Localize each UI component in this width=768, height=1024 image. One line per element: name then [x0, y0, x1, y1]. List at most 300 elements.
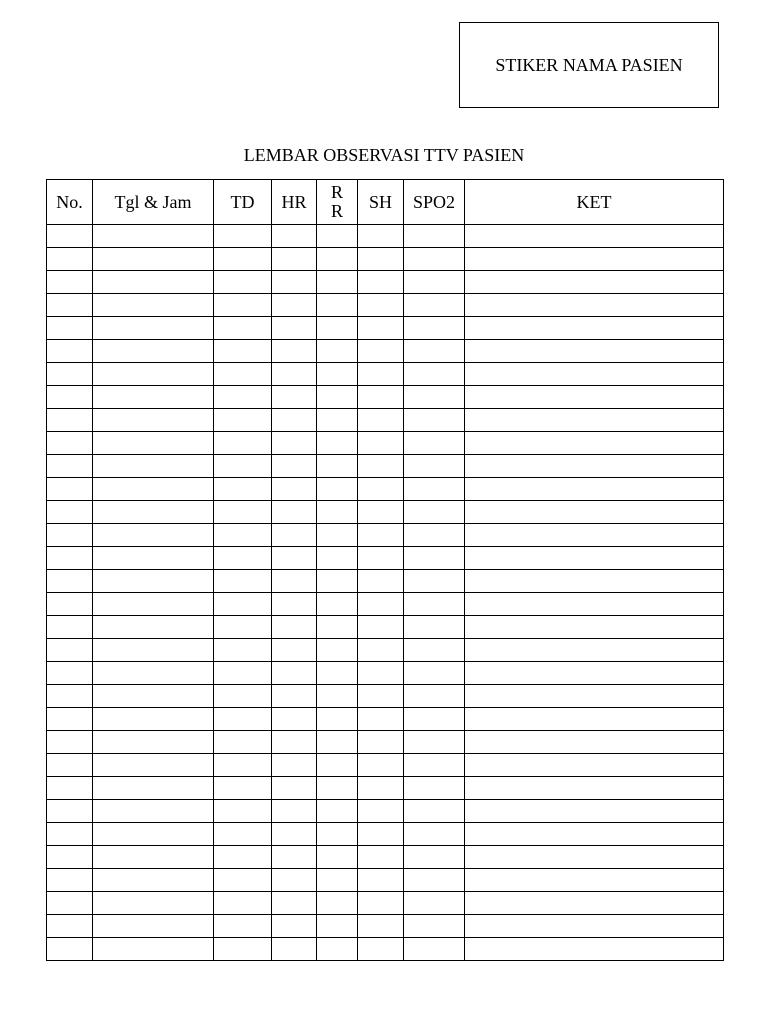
cell-td[interactable] — [214, 432, 272, 455]
cell-ket[interactable] — [465, 386, 724, 409]
cell-no[interactable] — [47, 846, 93, 869]
cell-rr[interactable] — [317, 823, 358, 846]
cell-spo2[interactable] — [404, 800, 465, 823]
cell-date-time[interactable] — [93, 570, 214, 593]
cell-rr[interactable] — [317, 432, 358, 455]
table-row — [47, 524, 724, 547]
cell-date-time[interactable] — [93, 639, 214, 662]
cell-sh[interactable] — [358, 271, 404, 294]
cell-hr[interactable] — [272, 524, 317, 547]
table-row — [47, 317, 724, 340]
header-sh: SH — [358, 180, 404, 225]
table-row — [47, 938, 724, 961]
cell-rr[interactable] — [317, 685, 358, 708]
cell-date-time[interactable] — [93, 455, 214, 478]
cell-td[interactable] — [214, 225, 272, 248]
cell-no[interactable] — [47, 892, 93, 915]
cell-td[interactable] — [214, 386, 272, 409]
header-td: TD — [214, 180, 272, 225]
cell-no[interactable] — [47, 869, 93, 892]
cell-spo2[interactable] — [404, 823, 465, 846]
cell-td[interactable] — [214, 938, 272, 961]
cell-ket[interactable] — [465, 432, 724, 455]
cell-sh[interactable] — [358, 869, 404, 892]
cell-hr[interactable] — [272, 570, 317, 593]
cell-sh[interactable] — [358, 524, 404, 547]
cell-no[interactable] — [47, 501, 93, 524]
cell-td[interactable] — [214, 248, 272, 271]
cell-date-time[interactable] — [93, 823, 214, 846]
table-row — [47, 570, 724, 593]
cell-no[interactable] — [47, 409, 93, 432]
cell-no[interactable] — [47, 731, 93, 754]
cell-sh[interactable] — [358, 455, 404, 478]
cell-no[interactable] — [47, 294, 93, 317]
cell-td[interactable] — [214, 524, 272, 547]
cell-rr[interactable] — [317, 662, 358, 685]
cell-ket[interactable] — [465, 616, 724, 639]
cell-rr[interactable] — [317, 478, 358, 501]
cell-ket[interactable] — [465, 777, 724, 800]
cell-sh[interactable] — [358, 225, 404, 248]
cell-date-time[interactable] — [93, 708, 214, 731]
cell-no[interactable] — [47, 524, 93, 547]
cell-rr[interactable] — [317, 616, 358, 639]
cell-ket[interactable] — [465, 340, 724, 363]
cell-spo2[interactable] — [404, 892, 465, 915]
cell-hr[interactable] — [272, 317, 317, 340]
cell-ket[interactable] — [465, 570, 724, 593]
cell-no[interactable] — [47, 271, 93, 294]
cell-sh[interactable] — [358, 248, 404, 271]
cell-hr[interactable] — [272, 708, 317, 731]
cell-date-time[interactable] — [93, 363, 214, 386]
cell-rr[interactable] — [317, 938, 358, 961]
cell-hr[interactable] — [272, 639, 317, 662]
cell-td[interactable] — [214, 271, 272, 294]
cell-spo2[interactable] — [404, 524, 465, 547]
table-row — [47, 846, 724, 869]
cell-ket[interactable] — [465, 455, 724, 478]
cell-hr[interactable] — [272, 915, 317, 938]
cell-td[interactable] — [214, 547, 272, 570]
cell-ket[interactable] — [465, 409, 724, 432]
cell-spo2[interactable] — [404, 317, 465, 340]
cell-spo2[interactable] — [404, 409, 465, 432]
cell-rr[interactable] — [317, 570, 358, 593]
cell-date-time[interactable] — [93, 869, 214, 892]
cell-date-time[interactable] — [93, 501, 214, 524]
cell-td[interactable] — [214, 616, 272, 639]
form-title: LEMBAR OBSERVASI TTV PASIEN — [243, 145, 525, 165]
cell-hr[interactable] — [272, 892, 317, 915]
cell-td[interactable] — [214, 662, 272, 685]
cell-date-time[interactable] — [93, 892, 214, 915]
cell-date-time[interactable] — [93, 340, 214, 363]
cell-no[interactable] — [47, 593, 93, 616]
cell-td[interactable] — [214, 708, 272, 731]
cell-sh[interactable] — [358, 915, 404, 938]
cell-no[interactable] — [47, 662, 93, 685]
cell-sh[interactable] — [358, 547, 404, 570]
cell-spo2[interactable] — [404, 478, 465, 501]
cell-spo2[interactable] — [404, 386, 465, 409]
header-date-time: Tgl & Jam — [93, 180, 214, 225]
cell-spo2[interactable] — [404, 363, 465, 386]
cell-spo2[interactable] — [404, 754, 465, 777]
patient-name-sticker-box — [459, 22, 719, 108]
cell-spo2[interactable] — [404, 616, 465, 639]
cell-spo2[interactable] — [404, 271, 465, 294]
observation-table — [46, 179, 724, 961]
cell-spo2[interactable] — [404, 248, 465, 271]
cell-hr[interactable] — [272, 478, 317, 501]
cell-ket[interactable] — [465, 915, 724, 938]
table-row — [47, 248, 724, 271]
cell-rr[interactable] — [317, 800, 358, 823]
table-row — [47, 225, 724, 248]
cell-rr[interactable] — [317, 386, 358, 409]
cell-sh[interactable] — [358, 616, 404, 639]
cell-ket[interactable] — [465, 685, 724, 708]
cell-no[interactable] — [47, 547, 93, 570]
cell-hr[interactable] — [272, 340, 317, 363]
cell-date-time[interactable] — [93, 800, 214, 823]
cell-spo2[interactable] — [404, 915, 465, 938]
cell-spo2[interactable] — [404, 593, 465, 616]
table-row — [47, 386, 724, 409]
cell-date-time[interactable] — [93, 938, 214, 961]
cell-rr[interactable] — [317, 363, 358, 386]
cell-no[interactable] — [47, 248, 93, 271]
cell-sh[interactable] — [358, 777, 404, 800]
cell-td[interactable] — [214, 409, 272, 432]
cell-td[interactable] — [214, 869, 272, 892]
table-row — [47, 593, 724, 616]
cell-hr[interactable] — [272, 800, 317, 823]
cell-sh[interactable] — [358, 593, 404, 616]
cell-date-time[interactable] — [93, 547, 214, 570]
cell-spo2[interactable] — [404, 547, 465, 570]
cell-ket[interactable] — [465, 938, 724, 961]
cell-td[interactable] — [214, 915, 272, 938]
cell-no[interactable] — [47, 478, 93, 501]
cell-ket[interactable] — [465, 294, 724, 317]
cell-no[interactable] — [47, 455, 93, 478]
cell-td[interactable] — [214, 892, 272, 915]
cell-no[interactable] — [47, 708, 93, 731]
cell-rr[interactable] — [317, 593, 358, 616]
table-row — [47, 869, 724, 892]
cell-date-time[interactable] — [93, 685, 214, 708]
cell-hr[interactable] — [272, 248, 317, 271]
cell-td[interactable] — [214, 478, 272, 501]
table-row — [47, 547, 724, 570]
cell-sh[interactable] — [358, 754, 404, 777]
cell-hr[interactable] — [272, 823, 317, 846]
cell-spo2[interactable] — [404, 432, 465, 455]
cell-td[interactable] — [214, 363, 272, 386]
cell-td[interactable] — [214, 570, 272, 593]
cell-td[interactable] — [214, 340, 272, 363]
cell-sh[interactable] — [358, 501, 404, 524]
cell-no[interactable] — [47, 800, 93, 823]
cell-ket[interactable] — [465, 478, 724, 501]
table-row — [47, 800, 724, 823]
cell-sh[interactable] — [358, 662, 404, 685]
cell-rr[interactable] — [317, 294, 358, 317]
cell-spo2[interactable] — [404, 501, 465, 524]
header-spo2: SPO2 — [404, 180, 465, 225]
cell-spo2[interactable] — [404, 639, 465, 662]
cell-sh[interactable] — [358, 432, 404, 455]
cell-date-time[interactable] — [93, 524, 214, 547]
table-row — [47, 478, 724, 501]
cell-date-time[interactable] — [93, 915, 214, 938]
cell-rr[interactable] — [317, 777, 358, 800]
table-row — [47, 432, 724, 455]
cell-no[interactable] — [47, 938, 93, 961]
cell-td[interactable] — [214, 823, 272, 846]
cell-td[interactable] — [214, 294, 272, 317]
cell-hr[interactable] — [272, 409, 317, 432]
cell-rr[interactable] — [317, 639, 358, 662]
cell-date-time[interactable] — [93, 225, 214, 248]
cell-date-time[interactable] — [93, 478, 214, 501]
cell-rr[interactable] — [317, 317, 358, 340]
cell-sh[interactable] — [358, 892, 404, 915]
cell-hr[interactable] — [272, 593, 317, 616]
cell-spo2[interactable] — [404, 685, 465, 708]
cell-td[interactable] — [214, 593, 272, 616]
cell-no[interactable] — [47, 685, 93, 708]
cell-rr[interactable] — [317, 340, 358, 363]
cell-no[interactable] — [47, 915, 93, 938]
cell-date-time[interactable] — [93, 846, 214, 869]
table-row — [47, 340, 724, 363]
table-row — [47, 777, 724, 800]
cell-hr[interactable] — [272, 225, 317, 248]
cell-rr[interactable] — [317, 754, 358, 777]
cell-ket[interactable] — [465, 225, 724, 248]
cell-rr[interactable] — [317, 225, 358, 248]
header-rr: R R — [317, 180, 358, 225]
cell-hr[interactable] — [272, 616, 317, 639]
cell-hr[interactable] — [272, 501, 317, 524]
cell-spo2[interactable] — [404, 708, 465, 731]
cell-date-time[interactable] — [93, 294, 214, 317]
table-row — [47, 731, 724, 754]
cell-spo2[interactable] — [404, 846, 465, 869]
table-row — [47, 501, 724, 524]
cell-date-time[interactable] — [93, 777, 214, 800]
cell-hr[interactable] — [272, 777, 317, 800]
cell-sh[interactable] — [358, 478, 404, 501]
cell-spo2[interactable] — [404, 570, 465, 593]
cell-sh[interactable] — [358, 685, 404, 708]
cell-hr[interactable] — [272, 547, 317, 570]
cell-hr[interactable] — [272, 754, 317, 777]
cell-rr[interactable] — [317, 409, 358, 432]
cell-td[interactable] — [214, 846, 272, 869]
cell-rr[interactable] — [317, 501, 358, 524]
cell-spo2[interactable] — [404, 340, 465, 363]
cell-ket[interactable] — [465, 662, 724, 685]
cell-no[interactable] — [47, 386, 93, 409]
table-header-row — [47, 180, 724, 225]
cell-td[interactable] — [214, 685, 272, 708]
cell-date-time[interactable] — [93, 662, 214, 685]
cell-no[interactable] — [47, 570, 93, 593]
header-hr: HR — [272, 180, 317, 225]
cell-sh[interactable] — [358, 409, 404, 432]
cell-hr[interactable] — [272, 685, 317, 708]
cell-hr[interactable] — [272, 662, 317, 685]
cell-ket[interactable] — [465, 754, 724, 777]
cell-no[interactable] — [47, 616, 93, 639]
cell-hr[interactable] — [272, 271, 317, 294]
cell-ket[interactable] — [465, 317, 724, 340]
table-row — [47, 616, 724, 639]
cell-rr[interactable] — [317, 524, 358, 547]
cell-ket[interactable] — [465, 869, 724, 892]
cell-rr[interactable] — [317, 915, 358, 938]
cell-td[interactable] — [214, 501, 272, 524]
table-row — [47, 409, 724, 432]
cell-hr[interactable] — [272, 938, 317, 961]
cell-rr[interactable] — [317, 892, 358, 915]
cell-sh[interactable] — [358, 731, 404, 754]
cell-td[interactable] — [214, 317, 272, 340]
cell-spo2[interactable] — [404, 294, 465, 317]
cell-sh[interactable] — [358, 570, 404, 593]
table-row — [47, 823, 724, 846]
sticker-label: STIKER NAMA PASIEN — [495, 54, 683, 75]
cell-sh[interactable] — [358, 708, 404, 731]
cell-ket[interactable] — [465, 524, 724, 547]
table-row — [47, 363, 724, 386]
table-row — [47, 455, 724, 478]
cell-date-time[interactable] — [93, 731, 214, 754]
table-row — [47, 639, 724, 662]
cell-rr[interactable] — [317, 248, 358, 271]
cell-ket[interactable] — [465, 248, 724, 271]
cell-hr[interactable] — [272, 386, 317, 409]
cell-sh[interactable] — [358, 639, 404, 662]
cell-spo2[interactable] — [404, 731, 465, 754]
cell-ket[interactable] — [465, 639, 724, 662]
cell-spo2[interactable] — [404, 938, 465, 961]
cell-hr[interactable] — [272, 869, 317, 892]
cell-hr[interactable] — [272, 846, 317, 869]
cell-rr[interactable] — [317, 846, 358, 869]
cell-date-time[interactable] — [93, 754, 214, 777]
cell-no[interactable] — [47, 340, 93, 363]
cell-rr[interactable] — [317, 708, 358, 731]
cell-td[interactable] — [214, 777, 272, 800]
cell-date-time[interactable] — [93, 317, 214, 340]
cell-spo2[interactable] — [404, 225, 465, 248]
cell-ket[interactable] — [465, 892, 724, 915]
cell-hr[interactable] — [272, 455, 317, 478]
cell-td[interactable] — [214, 455, 272, 478]
cell-no[interactable] — [47, 823, 93, 846]
cell-ket[interactable] — [465, 363, 724, 386]
cell-date-time[interactable] — [93, 616, 214, 639]
cell-date-time[interactable] — [93, 409, 214, 432]
cell-sh[interactable] — [358, 363, 404, 386]
cell-ket[interactable] — [465, 846, 724, 869]
table-row — [47, 915, 724, 938]
cell-td[interactable] — [214, 800, 272, 823]
table-body — [47, 225, 724, 961]
header-no: No. — [47, 180, 93, 225]
cell-no[interactable] — [47, 225, 93, 248]
cell-sh[interactable] — [358, 317, 404, 340]
cell-ket[interactable] — [465, 823, 724, 846]
cell-ket[interactable] — [465, 271, 724, 294]
table-row — [47, 271, 724, 294]
cell-sh[interactable] — [358, 823, 404, 846]
cell-date-time[interactable] — [93, 432, 214, 455]
cell-no[interactable] — [47, 317, 93, 340]
cell-spo2[interactable] — [404, 869, 465, 892]
cell-no[interactable] — [47, 777, 93, 800]
header-ket: KET — [465, 180, 724, 225]
cell-rr[interactable] — [317, 271, 358, 294]
cell-spo2[interactable] — [404, 662, 465, 685]
cell-ket[interactable] — [465, 731, 724, 754]
cell-date-time[interactable] — [93, 248, 214, 271]
cell-hr[interactable] — [272, 731, 317, 754]
table-row — [47, 685, 724, 708]
cell-no[interactable] — [47, 639, 93, 662]
cell-td[interactable] — [214, 754, 272, 777]
cell-rr[interactable] — [317, 731, 358, 754]
cell-spo2[interactable] — [404, 455, 465, 478]
cell-ket[interactable] — [465, 708, 724, 731]
cell-sh[interactable] — [358, 340, 404, 363]
cell-rr[interactable] — [317, 547, 358, 570]
cell-hr[interactable] — [272, 363, 317, 386]
cell-hr[interactable] — [272, 294, 317, 317]
cell-date-time[interactable] — [93, 593, 214, 616]
table-row — [47, 294, 724, 317]
cell-ket[interactable] — [465, 593, 724, 616]
table-row — [47, 708, 724, 731]
cell-ket[interactable] — [465, 800, 724, 823]
cell-date-time[interactable] — [93, 386, 214, 409]
cell-td[interactable] — [214, 731, 272, 754]
cell-date-time[interactable] — [93, 271, 214, 294]
cell-sh[interactable] — [358, 846, 404, 869]
cell-rr[interactable] — [317, 869, 358, 892]
table-row — [47, 892, 724, 915]
cell-sh[interactable] — [358, 294, 404, 317]
cell-spo2[interactable] — [404, 777, 465, 800]
cell-sh[interactable] — [358, 386, 404, 409]
cell-sh[interactable] — [358, 938, 404, 961]
cell-no[interactable] — [47, 432, 93, 455]
cell-ket[interactable] — [465, 501, 724, 524]
cell-sh[interactable] — [358, 800, 404, 823]
cell-no[interactable] — [47, 754, 93, 777]
cell-rr[interactable] — [317, 455, 358, 478]
cell-ket[interactable] — [465, 547, 724, 570]
cell-td[interactable] — [214, 639, 272, 662]
cell-no[interactable] — [47, 363, 93, 386]
cell-hr[interactable] — [272, 432, 317, 455]
